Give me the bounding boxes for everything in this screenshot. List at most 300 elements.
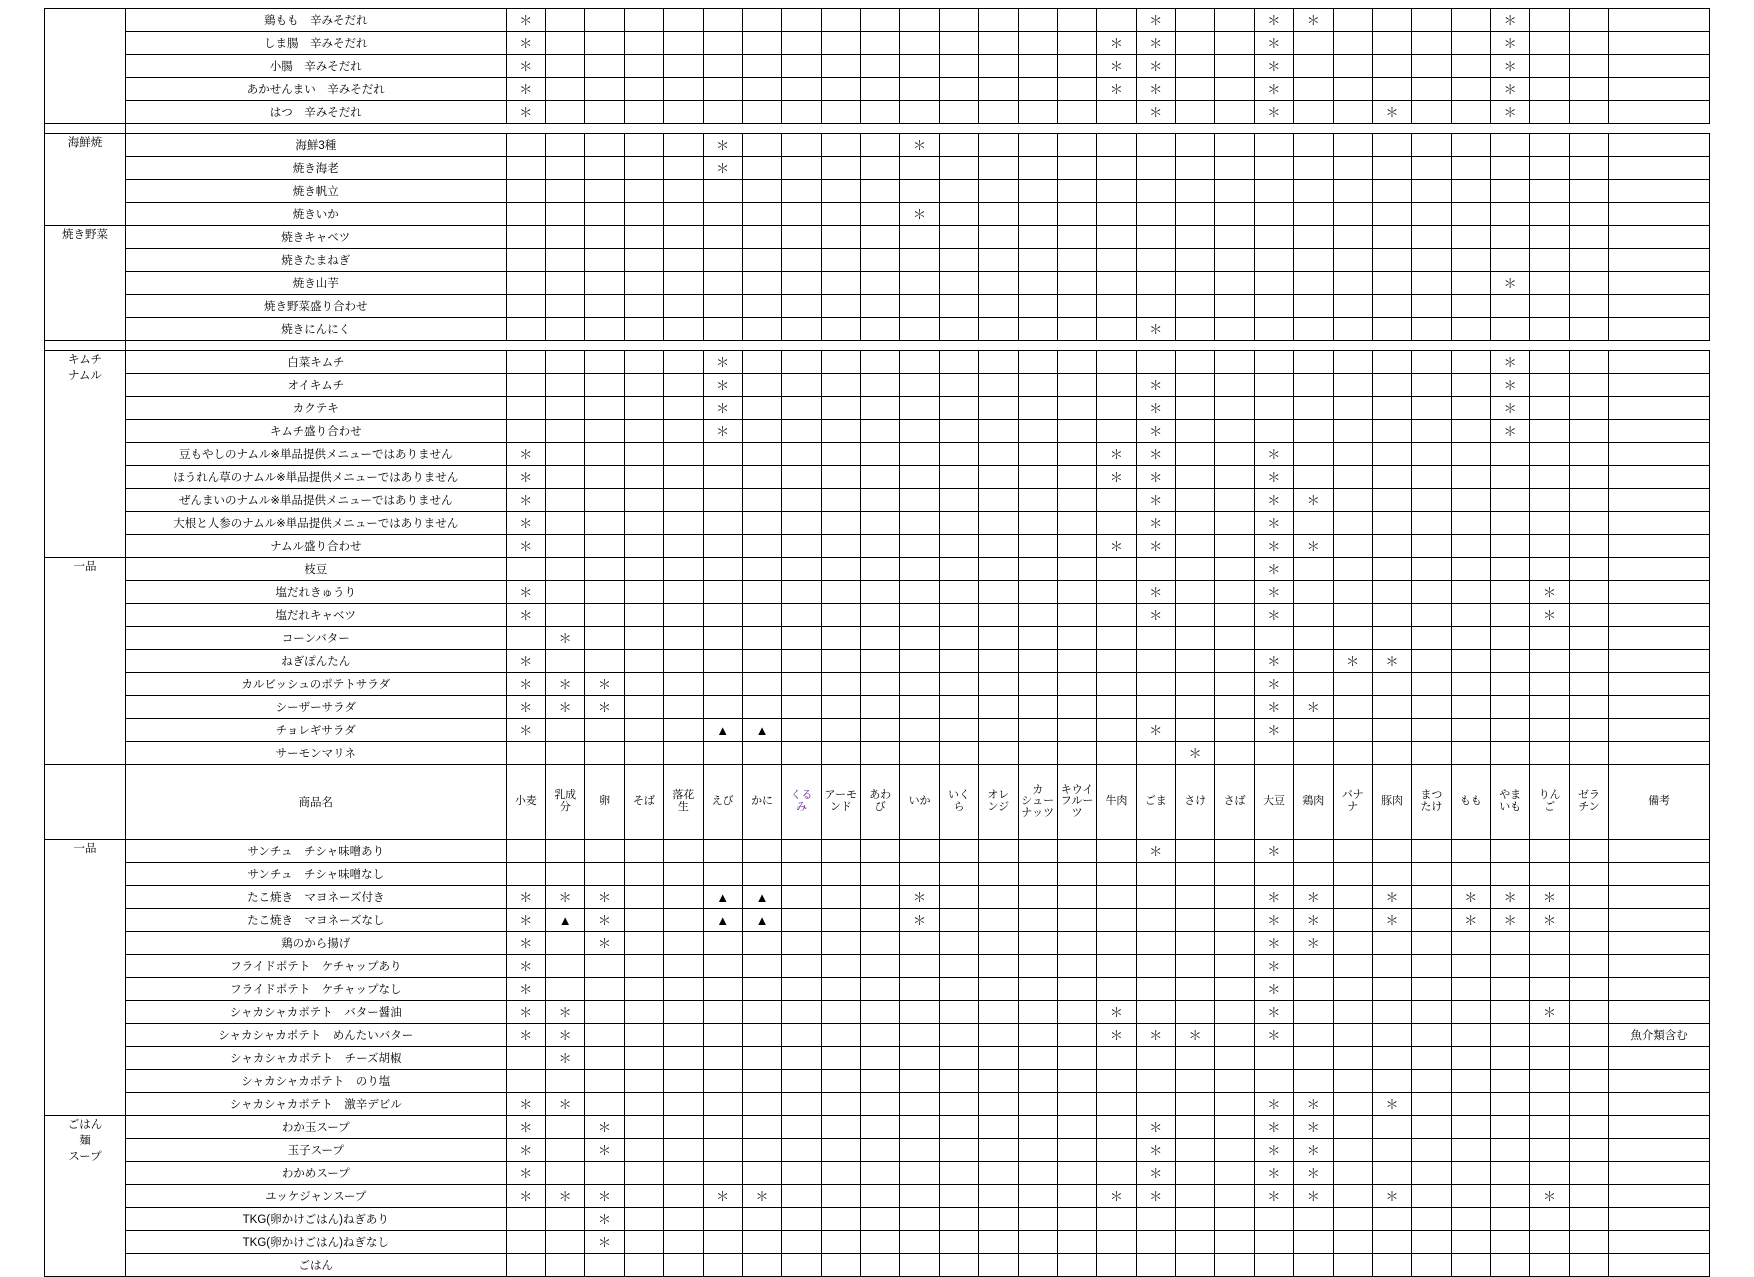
allergen-mark-daizu: ＊ xyxy=(1254,78,1293,101)
allergen-mark-butaniku xyxy=(1372,581,1411,604)
allergen-mark-ebi xyxy=(703,1116,742,1139)
allergen-mark-yamaimo xyxy=(1491,1070,1530,1093)
allergen-mark-komugi xyxy=(506,840,545,863)
category-cell: 一品 xyxy=(45,840,126,1116)
allergen-mark-kiwi xyxy=(1057,742,1096,765)
allergen-mark-orange xyxy=(979,978,1018,1001)
allergen-mark-soba xyxy=(624,134,663,157)
allergen-mark-ringo xyxy=(1530,650,1569,673)
allergen-mark-yamaimo xyxy=(1491,932,1530,955)
allergen-mark-ika xyxy=(900,719,939,742)
allergen-mark-awabi xyxy=(861,1185,900,1208)
allergen-mark-toriniku xyxy=(1294,627,1333,650)
allergen-mark-nyuseibun: ＊ xyxy=(546,1001,585,1024)
allergen-mark-momo xyxy=(1451,249,1490,272)
allergen-mark-gelatin xyxy=(1569,249,1608,272)
allergen-mark-rakkasei xyxy=(664,351,703,374)
allergen-mark-daizu xyxy=(1254,318,1293,341)
product-name-cell: ユッケジャンスープ xyxy=(125,1185,506,1208)
allergen-mark-momo xyxy=(1451,955,1490,978)
allergen-mark-cashew xyxy=(1018,101,1057,124)
allergen-mark-orange xyxy=(979,32,1018,55)
allergen-mark-soba xyxy=(624,1254,663,1277)
header-product-name: 商品名 xyxy=(125,765,506,840)
table-row xyxy=(45,627,1710,650)
allergen-mark-nyuseibun xyxy=(546,249,585,272)
remarks-cell xyxy=(1609,1139,1710,1162)
allergen-mark-orange xyxy=(979,673,1018,696)
allergen-mark-tamago xyxy=(585,627,624,650)
product-name-cell: 玉子スープ xyxy=(125,1139,506,1162)
remarks-cell xyxy=(1609,932,1710,955)
allergen-mark-sake xyxy=(1176,512,1215,535)
table-row xyxy=(45,397,1710,420)
allergen-mark-gelatin xyxy=(1569,489,1608,512)
product-name-cell: 焼きにんにく xyxy=(125,318,506,341)
allergen-mark-sake xyxy=(1176,32,1215,55)
allergen-mark-ringo xyxy=(1530,1093,1569,1116)
allergen-mark-goma xyxy=(1136,1093,1175,1116)
header-allergen-ringo: りん ご xyxy=(1530,765,1569,840)
allergen-header-row xyxy=(45,765,1710,840)
table-row xyxy=(45,1001,1710,1024)
table-row xyxy=(45,318,1710,341)
allergen-mark-rakkasei xyxy=(664,272,703,295)
allergen-mark-awabi xyxy=(861,955,900,978)
allergen-mark-butaniku xyxy=(1372,978,1411,1001)
allergen-mark-ika xyxy=(900,1001,939,1024)
table-row xyxy=(45,157,1710,180)
allergen-mark-kiwi xyxy=(1057,295,1096,318)
allergen-mark-yamaimo: ＊ xyxy=(1491,397,1530,420)
allergen-mark-gyuniku xyxy=(1097,886,1136,909)
allergen-mark-yamaimo: ＊ xyxy=(1491,886,1530,909)
allergen-mark-daizu: ＊ xyxy=(1254,1024,1293,1047)
allergen-mark-ikura xyxy=(939,1001,978,1024)
allergen-mark-butaniku xyxy=(1372,604,1411,627)
allergen-mark-daizu xyxy=(1254,249,1293,272)
header-allergen-kani: かに xyxy=(742,765,781,840)
remarks-cell xyxy=(1609,1208,1710,1231)
remarks-cell xyxy=(1609,1001,1710,1024)
allergen-mark-orange xyxy=(979,1024,1018,1047)
allergen-mark-soba xyxy=(624,558,663,581)
allergen-mark-daizu: ＊ xyxy=(1254,1116,1293,1139)
allergen-mark-matsutake xyxy=(1412,249,1451,272)
allergen-mark-gelatin xyxy=(1569,719,1608,742)
product-name-cell: 小腸 辛みそだれ xyxy=(125,55,506,78)
allergen-mark-butaniku xyxy=(1372,78,1411,101)
allergen-mark-toriniku xyxy=(1294,78,1333,101)
allergen-mark-butaniku xyxy=(1372,840,1411,863)
allergen-mark-soba xyxy=(624,673,663,696)
allergen-mark-kiwi xyxy=(1057,863,1096,886)
allergen-mark-ikura xyxy=(939,840,978,863)
allergen-mark-rakkasei xyxy=(664,32,703,55)
allergen-mark-banana xyxy=(1333,226,1372,249)
allergen-mark-orange xyxy=(979,1231,1018,1254)
allergen-mark-ika xyxy=(900,180,939,203)
allergen-mark-toriniku xyxy=(1294,742,1333,765)
allergen-mark-ikura xyxy=(939,863,978,886)
remarks-cell xyxy=(1609,1116,1710,1139)
allergen-mark-rakkasei xyxy=(664,627,703,650)
allergen-mark-saba xyxy=(1215,466,1254,489)
allergen-mark-sake xyxy=(1176,295,1215,318)
allergen-mark-yamaimo xyxy=(1491,696,1530,719)
product-name-cell: シャカシャカポテト 激辛デビル xyxy=(125,1093,506,1116)
allergen-mark-kurumi xyxy=(782,1231,821,1254)
allergen-mark-ebi xyxy=(703,1208,742,1231)
allergen-mark-rakkasei xyxy=(664,1208,703,1231)
allergen-mark-ebi xyxy=(703,863,742,886)
allergen-mark-tamago xyxy=(585,512,624,535)
allergen-mark-banana xyxy=(1333,1208,1372,1231)
allergen-mark-ika xyxy=(900,397,939,420)
allergen-mark-tamago xyxy=(585,1024,624,1047)
allergen-mark-banana xyxy=(1333,1070,1372,1093)
allergen-mark-ikura xyxy=(939,32,978,55)
allergen-mark-tamago: ＊ xyxy=(585,696,624,719)
allergen-mark-daizu xyxy=(1254,1070,1293,1093)
allergen-mark-almond xyxy=(821,673,860,696)
allergen-mark-toriniku xyxy=(1294,226,1333,249)
allergen-mark-orange xyxy=(979,886,1018,909)
allergen-mark-kani xyxy=(742,978,781,1001)
allergen-mark-ebi xyxy=(703,489,742,512)
allergen-mark-ikura xyxy=(939,374,978,397)
allergen-mark-kurumi xyxy=(782,226,821,249)
allergen-mark-nyuseibun xyxy=(546,512,585,535)
header-allergen-ebi: えび xyxy=(703,765,742,840)
allergen-mark-awabi xyxy=(861,512,900,535)
allergen-mark-matsutake xyxy=(1412,742,1451,765)
allergen-mark-gelatin xyxy=(1569,272,1608,295)
allergen-mark-soba xyxy=(624,78,663,101)
allergen-mark-butaniku xyxy=(1372,9,1411,32)
allergen-mark-saba xyxy=(1215,78,1254,101)
allergen-mark-orange xyxy=(979,180,1018,203)
allergen-mark-butaniku xyxy=(1372,180,1411,203)
allergen-mark-butaniku: ＊ xyxy=(1372,1185,1411,1208)
allergen-mark-matsutake xyxy=(1412,466,1451,489)
allergen-mark-rakkasei xyxy=(664,932,703,955)
allergen-mark-gelatin xyxy=(1569,650,1608,673)
allergen-mark-soba xyxy=(624,1093,663,1116)
allergen-mark-nyuseibun xyxy=(546,443,585,466)
allergen-mark-gelatin xyxy=(1569,1231,1608,1254)
allergen-mark-saba xyxy=(1215,101,1254,124)
remarks-cell xyxy=(1609,420,1710,443)
allergen-mark-awabi xyxy=(861,249,900,272)
allergen-mark-momo xyxy=(1451,272,1490,295)
remarks-cell xyxy=(1609,374,1710,397)
allergen-mark-tamago xyxy=(585,420,624,443)
allergen-mark-almond xyxy=(821,719,860,742)
allergen-mark-nyuseibun xyxy=(546,1116,585,1139)
allergen-mark-matsutake xyxy=(1412,512,1451,535)
allergen-mark-toriniku xyxy=(1294,249,1333,272)
allergen-mark-komugi: ＊ xyxy=(506,955,545,978)
allergen-mark-sake xyxy=(1176,203,1215,226)
allergen-mark-cashew xyxy=(1018,955,1057,978)
allergen-mark-gyuniku: ＊ xyxy=(1097,1185,1136,1208)
allergen-mark-momo xyxy=(1451,1047,1490,1070)
allergen-mark-soba xyxy=(624,650,663,673)
allergen-mark-kurumi xyxy=(782,1208,821,1231)
allergen-mark-almond xyxy=(821,180,860,203)
remarks-cell xyxy=(1609,489,1710,512)
allergen-mark-ikura xyxy=(939,1185,978,1208)
allergen-mark-butaniku xyxy=(1372,249,1411,272)
allergen-mark-cashew xyxy=(1018,1208,1057,1231)
allergen-mark-toriniku: ＊ xyxy=(1294,1139,1333,1162)
category-line: ナムル xyxy=(68,370,102,382)
product-name-cell: 鶏のから揚げ xyxy=(125,932,506,955)
allergen-mark-nyuseibun xyxy=(546,558,585,581)
allergen-mark-gelatin xyxy=(1569,1001,1608,1024)
allergen-mark-kurumi xyxy=(782,558,821,581)
allergen-mark-kiwi xyxy=(1057,840,1096,863)
table-row xyxy=(45,1070,1710,1093)
allergen-mark-sake xyxy=(1176,55,1215,78)
allergen-mark-goma xyxy=(1136,226,1175,249)
allergen-mark-tamago xyxy=(585,78,624,101)
remarks-cell xyxy=(1609,840,1710,863)
allergen-mark-ebi xyxy=(703,673,742,696)
allergen-mark-kiwi xyxy=(1057,9,1096,32)
allergen-mark-banana xyxy=(1333,78,1372,101)
allergen-mark-almond xyxy=(821,1024,860,1047)
allergen-mark-matsutake xyxy=(1412,55,1451,78)
allergen-mark-almond xyxy=(821,9,860,32)
allergen-mark-kurumi xyxy=(782,1139,821,1162)
allergen-mark-kiwi xyxy=(1057,1139,1096,1162)
allergen-mark-kani xyxy=(742,351,781,374)
allergen-mark-almond xyxy=(821,351,860,374)
allergen-mark-kurumi xyxy=(782,604,821,627)
allergen-mark-almond xyxy=(821,203,860,226)
allergen-mark-toriniku: ＊ xyxy=(1294,489,1333,512)
allergen-mark-kani: ＊ xyxy=(742,1185,781,1208)
allergen-mark-goma: ＊ xyxy=(1136,420,1175,443)
allergen-mark-gyuniku: ＊ xyxy=(1097,55,1136,78)
allergen-mark-komugi: ＊ xyxy=(506,1024,545,1047)
allergen-mark-sake xyxy=(1176,1254,1215,1277)
allergen-mark-kurumi xyxy=(782,1254,821,1277)
allergen-mark-tamago: ＊ xyxy=(585,1208,624,1231)
allergen-mark-butaniku xyxy=(1372,512,1411,535)
allergen-mark-yamaimo xyxy=(1491,318,1530,341)
allergen-mark-komugi: ＊ xyxy=(506,909,545,932)
allergen-mark-almond xyxy=(821,1162,860,1185)
allergen-mark-gyuniku xyxy=(1097,295,1136,318)
product-name-cell: フライドポテト ケチャップあり xyxy=(125,955,506,978)
remarks-cell xyxy=(1609,1231,1710,1254)
allergen-mark-almond xyxy=(821,420,860,443)
allergen-mark-yamaimo xyxy=(1491,581,1530,604)
allergen-mark-saba xyxy=(1215,955,1254,978)
allergen-mark-saba xyxy=(1215,1185,1254,1208)
allergen-mark-ikura xyxy=(939,512,978,535)
remarks-cell xyxy=(1609,650,1710,673)
product-name-cell: オイキムチ xyxy=(125,374,506,397)
allergen-mark-orange xyxy=(979,650,1018,673)
allergen-mark-cashew xyxy=(1018,909,1057,932)
allergen-mark-momo xyxy=(1451,581,1490,604)
allergen-mark-ikura xyxy=(939,978,978,1001)
allergen-mark-awabi xyxy=(861,1093,900,1116)
remarks-cell xyxy=(1609,351,1710,374)
allergen-mark-kiwi xyxy=(1057,1116,1096,1139)
product-name-cell: 枝豆 xyxy=(125,558,506,581)
allergen-mark-banana xyxy=(1333,1024,1372,1047)
allergen-mark-gelatin xyxy=(1569,1093,1608,1116)
allergen-mark-banana xyxy=(1333,604,1372,627)
allergen-mark-ringo xyxy=(1530,863,1569,886)
allergen-mark-momo xyxy=(1451,374,1490,397)
header-allergen-kiwi: キウイ フルー ツ xyxy=(1057,765,1096,840)
allergen-mark-toriniku xyxy=(1294,157,1333,180)
header-allergen-almond: アーモ ンド xyxy=(821,765,860,840)
allergen-mark-almond xyxy=(821,604,860,627)
allergen-mark-kiwi xyxy=(1057,581,1096,604)
allergen-mark-almond xyxy=(821,1070,860,1093)
allergen-mark-ebi: ＊ xyxy=(703,134,742,157)
table-row xyxy=(45,443,1710,466)
allergen-mark-goma xyxy=(1136,742,1175,765)
allergen-mark-komugi: ＊ xyxy=(506,650,545,673)
allergen-mark-gyuniku: ＊ xyxy=(1097,78,1136,101)
allergen-mark-ikura xyxy=(939,1208,978,1231)
allergen-mark-soba xyxy=(624,101,663,124)
product-name-cell: 白菜キムチ xyxy=(125,351,506,374)
allergen-mark-awabi xyxy=(861,627,900,650)
allergen-mark-almond xyxy=(821,443,860,466)
allergen-mark-momo xyxy=(1451,978,1490,1001)
allergen-mark-kiwi xyxy=(1057,32,1096,55)
allergen-mark-awabi xyxy=(861,650,900,673)
product-name-cell: ナムル盛り合わせ xyxy=(125,535,506,558)
allergen-mark-sake xyxy=(1176,1139,1215,1162)
allergen-mark-butaniku xyxy=(1372,374,1411,397)
table-row xyxy=(45,180,1710,203)
allergen-mark-toriniku xyxy=(1294,1254,1333,1277)
allergen-mark-ringo xyxy=(1530,134,1569,157)
allergen-mark-cashew xyxy=(1018,1024,1057,1047)
allergen-mark-sake xyxy=(1176,443,1215,466)
allergen-mark-orange xyxy=(979,249,1018,272)
allergen-mark-kani xyxy=(742,627,781,650)
allergen-mark-saba xyxy=(1215,226,1254,249)
allergen-mark-banana xyxy=(1333,742,1372,765)
allergen-mark-saba xyxy=(1215,249,1254,272)
allergen-mark-yamaimo xyxy=(1491,134,1530,157)
allergen-mark-tamago xyxy=(585,489,624,512)
allergen-mark-daizu: ＊ xyxy=(1254,955,1293,978)
allergen-mark-daizu: ＊ xyxy=(1254,673,1293,696)
category-cell: 海鮮焼 xyxy=(45,134,126,226)
allergen-mark-rakkasei xyxy=(664,1024,703,1047)
allergen-mark-sake xyxy=(1176,226,1215,249)
allergen-mark-butaniku xyxy=(1372,226,1411,249)
allergen-mark-momo xyxy=(1451,1162,1490,1185)
allergen-mark-kani xyxy=(742,840,781,863)
allergen-mark-goma: ＊ xyxy=(1136,32,1175,55)
allergen-mark-tamago xyxy=(585,351,624,374)
allergen-mark-toriniku xyxy=(1294,604,1333,627)
allergen-mark-matsutake xyxy=(1412,840,1451,863)
allergen-mark-tamago xyxy=(585,719,624,742)
allergen-mark-goma xyxy=(1136,696,1175,719)
allergen-mark-cashew xyxy=(1018,512,1057,535)
header-allergen-ika: いか xyxy=(900,765,939,840)
allergen-mark-gyuniku xyxy=(1097,512,1136,535)
allergen-mark-saba xyxy=(1215,627,1254,650)
allergen-mark-matsutake xyxy=(1412,863,1451,886)
allergen-mark-gelatin xyxy=(1569,351,1608,374)
allergen-mark-tamago: ＊ xyxy=(585,1185,624,1208)
allergen-mark-kurumi xyxy=(782,1024,821,1047)
allergen-mark-tamago xyxy=(585,180,624,203)
allergen-mark-rakkasei xyxy=(664,650,703,673)
allergen-mark-kiwi xyxy=(1057,535,1096,558)
allergen-mark-yamaimo: ＊ xyxy=(1491,272,1530,295)
allergen-mark-ebi xyxy=(703,1093,742,1116)
allergen-mark-cashew xyxy=(1018,627,1057,650)
header-allergen-banana: バナ ナ xyxy=(1333,765,1372,840)
allergen-mark-banana xyxy=(1333,374,1372,397)
allergen-mark-matsutake xyxy=(1412,604,1451,627)
allergen-mark-nyuseibun: ＊ xyxy=(546,1093,585,1116)
allergen-mark-ringo xyxy=(1530,1116,1569,1139)
table-row xyxy=(45,1208,1710,1231)
remarks-cell xyxy=(1609,955,1710,978)
allergen-mark-ikura xyxy=(939,886,978,909)
allergen-mark-butaniku xyxy=(1372,627,1411,650)
table-row xyxy=(45,249,1710,272)
allergen-mark-ikura xyxy=(939,272,978,295)
category-cell: 焼き野菜 xyxy=(45,226,126,341)
allergen-mark-gyuniku xyxy=(1097,134,1136,157)
allergen-mark-ringo: ＊ xyxy=(1530,1001,1569,1024)
allergen-mark-komugi xyxy=(506,863,545,886)
allergen-mark-ebi xyxy=(703,180,742,203)
allergen-mark-cashew xyxy=(1018,932,1057,955)
allergen-mark-ebi xyxy=(703,32,742,55)
table-row xyxy=(45,840,1710,863)
allergen-mark-matsutake xyxy=(1412,1185,1451,1208)
allergen-mark-rakkasei xyxy=(664,719,703,742)
allergen-mark-yamaimo xyxy=(1491,673,1530,696)
allergen-mark-goma xyxy=(1136,650,1175,673)
allergen-mark-orange xyxy=(979,627,1018,650)
remarks-cell xyxy=(1609,512,1710,535)
allergen-mark-soba xyxy=(624,512,663,535)
allergen-mark-tamago xyxy=(585,249,624,272)
allergen-mark-almond xyxy=(821,295,860,318)
table-row xyxy=(45,558,1710,581)
allergen-mark-kani xyxy=(742,1231,781,1254)
allergen-mark-gelatin xyxy=(1569,78,1608,101)
allergen-mark-yamaimo xyxy=(1491,489,1530,512)
allergen-mark-yamaimo xyxy=(1491,443,1530,466)
allergen-mark-butaniku xyxy=(1372,719,1411,742)
allergen-mark-saba xyxy=(1215,134,1254,157)
allergen-mark-cashew xyxy=(1018,420,1057,443)
allergen-mark-sake xyxy=(1176,581,1215,604)
allergen-mark-yamaimo xyxy=(1491,955,1530,978)
